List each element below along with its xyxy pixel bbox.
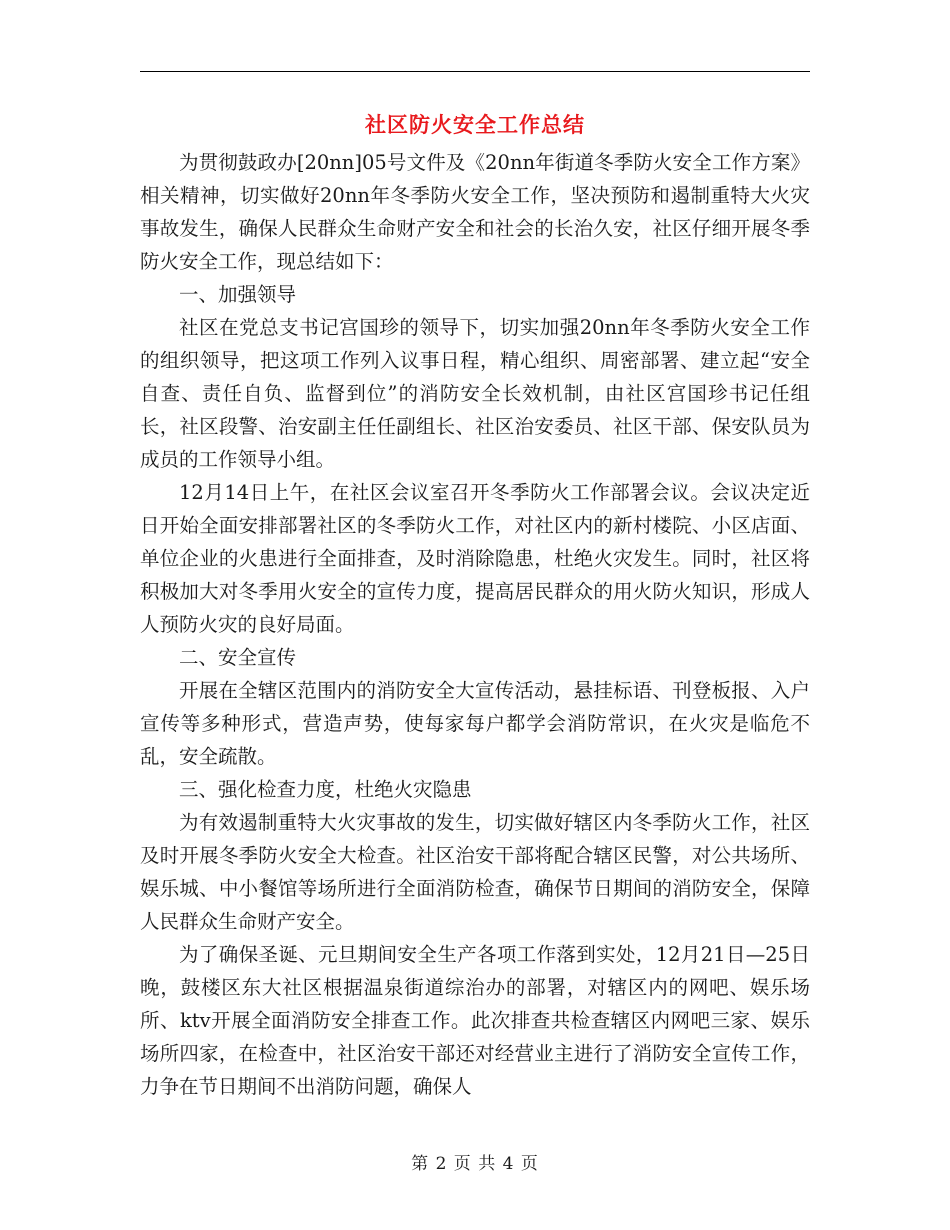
header-rule [140,71,810,72]
section-heading-2: 二、安全宣传 [179,646,297,669]
paragraph-meeting: 12月14日上午，在社区会议室召开冬季防火工作部署会议。会议决定近日开始全面安排部署社区的冬季防火工作，对社区内的新村楼院、小区店面、单位企业的火患进行全面排查，及时消除隐患，杜绝火灾发生。同时，社区将积极加大对冬季用火安全的宣传力度，提高居民群众的用火防火知识，形成人人预防火灾的良好局面。 [140,481,810,636]
document-body [140,146,810,1103]
page-title: 社区防火安全工作总结 [365,112,585,137]
section-heading-3: 三、强化检查力度，杜绝火灾隐患 [179,778,472,801]
paragraph-inspection: 为有效遏制重特大火灾事故的发生，切实做好辖区内冬季防火工作，社区及时开展冬季防火安全大检查。社区治安干部将配合辖区民警，对公共场所、娱乐城、中小餐馆等场所进行全面消防检查，确保节日期间的消防安全，保障人民群众生命财产安全。 [140,811,810,933]
paragraph-leadership: 社区在党总支书记宫国珍的领导下，切实加强20nn年冬季防火安全工作的组织领导，把这项工作列入议事日程，精心组织、周密部署、建立起“安全自查、责任自负、监督到位”的消防安全长效机制，由社区宫国珍书记任组长，社区段警、治安副主任任副组长、社区治安委员、社区干部、保安队员为成员的工作领导小组。 [140,316,810,471]
page-footer: 第 2 页 共 4 页 [411,1154,539,1174]
paragraph-publicity: 开展在全辖区范围内的消防安全大宣传活动，悬挂标语、刊登板报、入户宣传等多种形式，营造声势，使每家每户都学会消防常识，在火灾是临危不乱，安全疏散。 [140,679,810,768]
section-heading-1: 一、加强领导 [179,283,297,306]
paragraph-intro: 为贯彻鼓政办[20nn]05号文件及《20nn年街道冬季防火安全工作方案》相关精神，切实做好20nn年冬季防火安全工作，坚决预防和遏制重特大火灾事故发生，确保人民群众生命财产安全和社会的长治久安，社区仔细开展冬季防火安全工作，现总结如下： [140,151,810,273]
paragraph-holiday-check: 为了确保圣诞、元旦期间安全生产各项工作落到实处，12月21日—25日晚，鼓楼区东大社区根据温泉街道综治办的部署，对辖区内的网吧、娱乐场所、ktv开展全面消防安全排查工作。此次排查共检查辖区内网吧三家、娱乐场所四家，在检查中，社区治安干部还对经营业主进行了消防安全宣传工作，力争在节日期间不出消防问题，确保人 [140,943,810,1098]
